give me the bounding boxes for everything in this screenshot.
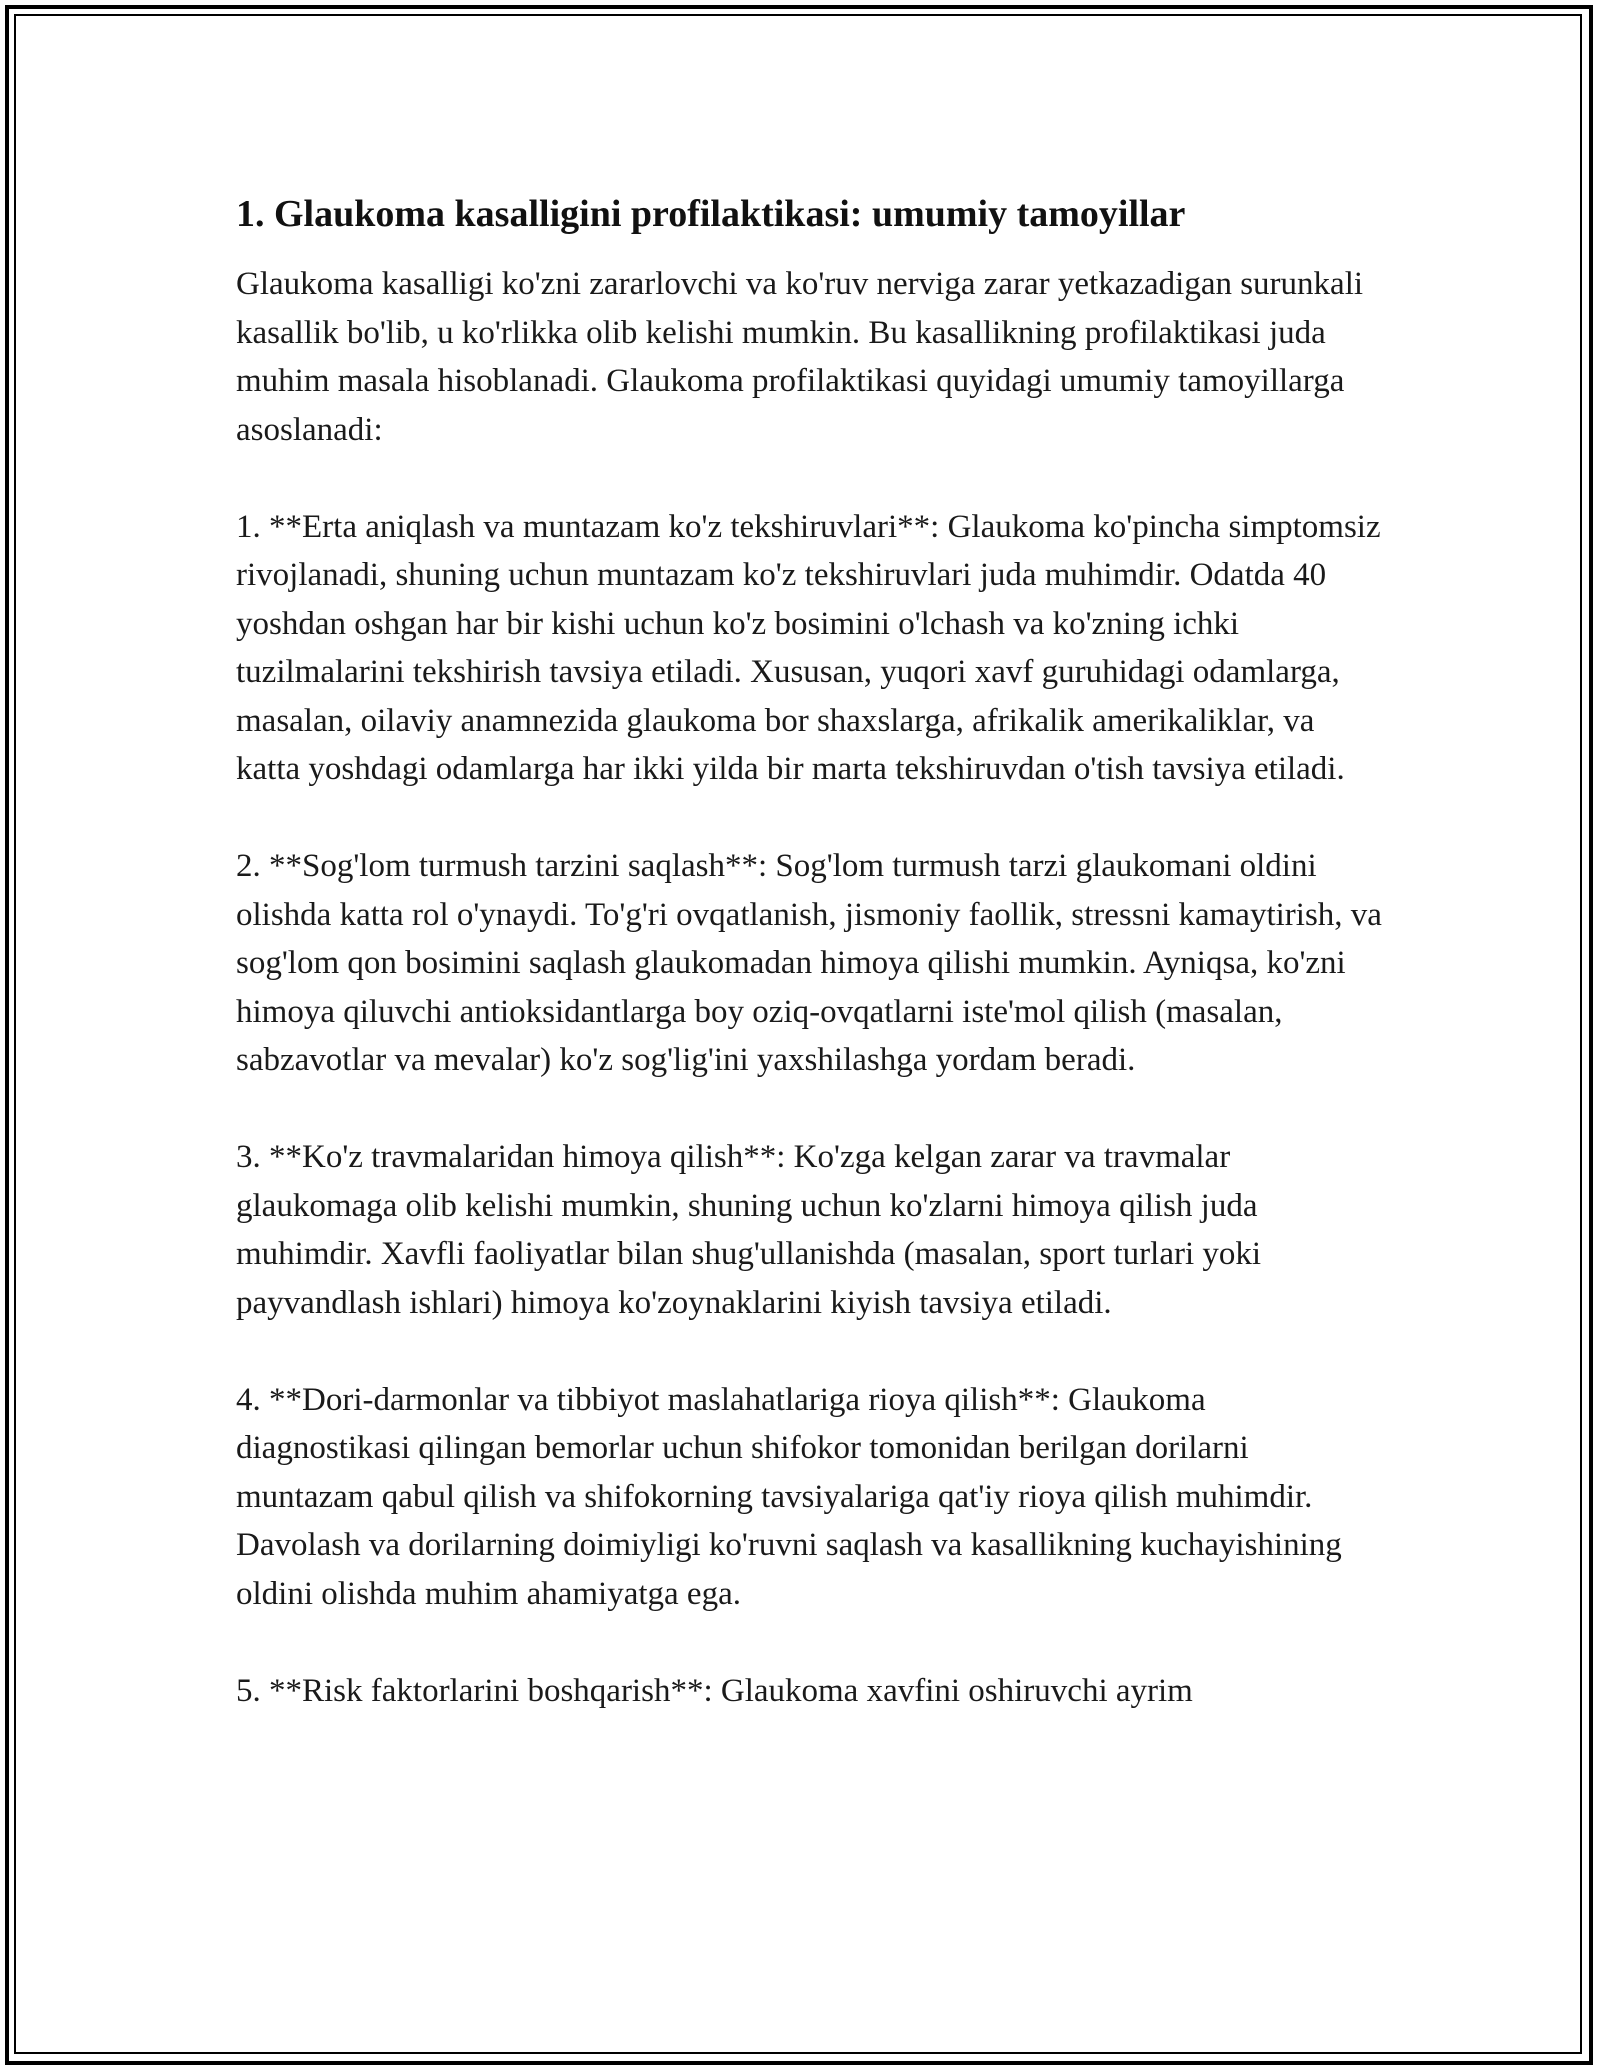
intro-paragraph: Glaukoma kasalligi ko'zni zararlovchi va ko'ruv nerviga zarar yetkazadigan surunkali kasallik bo'lib, u ko'rlikka olib kelishi mumkin. Bu kasallikning profilaktikasi juda muhim masala hisoblanadi. Glaukoma profilaktikasi quyidagi umumiy tamoyillarga asoslanadi:: [236, 266, 1364, 448]
principle-4-paragraph: 4. **Dori-darmonlar va tibbiyot maslahatlariga rioya qilish**: Glaukoma diagnostikasi qilingan bemorlar uchun shifokor tomonidan berilgan dorilarni muntazam qabul qilish va shifokorning tavsiyalariga qat'iy rioya qilish muhimdir. Davolash va dorilarning doimiyligi ko'ruvni saqlash va kasallikning kuchayishining oldini olishda muhim ahamiyatga ega.: [236, 1381, 1342, 1612]
section-heading: 1. Glaukoma kasalligini profilaktikasi: umumiy tamoyillar: [236, 193, 1186, 235]
principle-3-paragraph: 3. **Ko'z travmalaridan himoya qilish**: Ko'zga kelgan zarar va travmalar glaukomaga olib kelishi mumkin, shuning uchun ko'zlarni himoya qilish juda muhimdir. Xavfli faoliyatlar bilan shug'ullanishda (masalan, sport turlari yoki payvandlash ishlari) himoya ko'zoynaklarini kiyish tavsiya etiladi.: [236, 1139, 1262, 1321]
principle-1-paragraph: 1. **Erta aniqlash va muntazam ko'z tekshiruvlari**: Glaukoma ko'pincha simptomsiz rivojlanadi, shuning uchun muntazam ko'z tekshiruvlari juda muhimdir. Odatda 40 yoshdan oshgan har bir kishi uchun ko'z bosimini o'lchash va ko'zning ichki tuzilmalarini tekshirish tavsiya etiladi. Xususan, yuqori xavf guruhidagi odamlarga, masalan, oilaviy anamnezida glaukoma bor shaxslarga, afrikalik amerikaliklar, va katta yoshdagi odamlarga har ikki yilda bir marta tekshiruvdan o'tish tavsiya etiladi.: [236, 508, 1381, 787]
principle-2-paragraph: 2. **Sog'lom turmush tarzini saqlash**: Sog'lom turmush tarzi glaukomani oldini olishda katta rol o'ynaydi. To'g'ri ovqatlanish, jismoniy faollik, stressni kamaytirish, va sog'lom qon bosimini saqlash glaukomadan himoya qilishi mumkin. Ayniqsa, ko'zni himoya qiluvchi antioksidantlarga boy oziq-ovqatlarni iste'mol qilish (masalan, sabzavotlar va mevalar) ko'z sog'lig'ini yaxshilashga yordam beradi.: [236, 848, 1382, 1078]
document-body: [236, 190, 1386, 1764]
principle-5-paragraph: 5. **Risk faktorlarini boshqarish**: Glaukoma xavfini oshiruvchi ayrim: [236, 1672, 1193, 1709]
